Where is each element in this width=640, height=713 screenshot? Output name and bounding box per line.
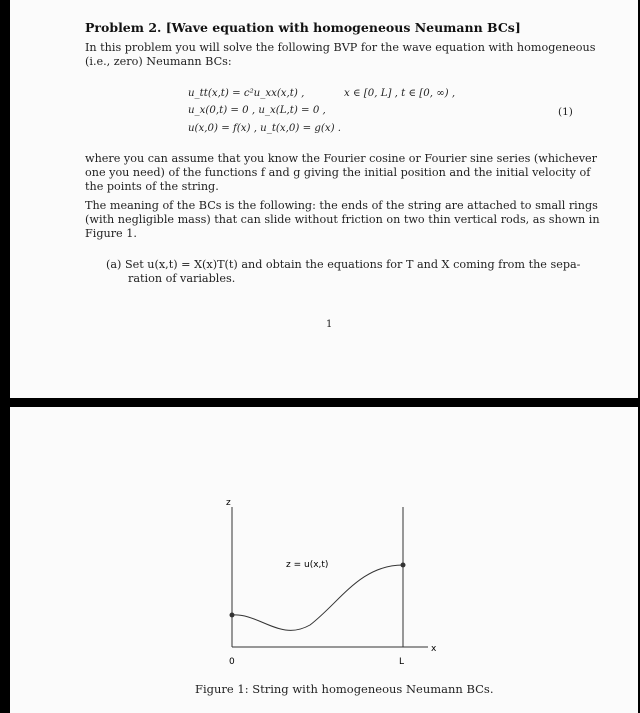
paragraph2-line-1: The meaning of the BCs is the following: the ends of the string are attached to small rings [85,199,598,212]
page-number: 1 [326,319,333,330]
problem-title: Problem 2. [Wave equation with homogeneous Neumann BCs] [85,20,521,35]
paragraph1-line-1: where you can assume that you know the Fourier cosine or Fourier sine series (whichever [85,152,597,165]
string-figure [10,407,638,713]
document-page-1 [10,0,638,398]
intro-line-1: In this problem you will solve the following BVP for the wave equation with homogeneous [85,41,596,54]
part-a-line-1: (a) Set u(x,t) = X(x)T(t) and obtain the equations for T and X coming from the sepa- [106,258,581,271]
string-curve [232,565,403,630]
curve-label: z = u(x,t) [286,560,329,570]
z-axis-label: z [226,498,231,508]
right-ring [401,563,406,568]
x-axis-label: x [431,644,437,654]
L-label: L [399,657,405,667]
equation-wave: u_tt(x,t) = c²u_xx(x,t) , [188,88,305,99]
equation-neumann-bcs: u_x(0,t) = 0 , u_x(L,t) = 0 , [188,105,326,116]
left-ring [230,613,235,618]
part-a-line-2: ration of variables. [128,272,236,285]
intro-line-2: (i.e., zero) Neumann BCs: [85,55,232,68]
paragraph1-line-3: the points of the string. [85,180,219,193]
equation-initial-conditions: u(x,0) = f(x) , u_t(x,0) = g(x) . [188,123,342,134]
figure-caption: Figure 1: String with homogeneous Neumann BCs. [195,682,494,696]
equation-domain: x ∈ [0, L] , t ∈ [0, ∞) , [344,88,456,99]
paragraph2-line-2: (with negligible mass) that can slide without friction on two thin vertical rods, as shown in [85,213,600,226]
paragraph2-line-3: Figure 1. [85,227,137,240]
document-page-2 [10,407,638,713]
equation-number: (1) [558,106,573,118]
origin-label: 0 [229,657,235,667]
paragraph1-line-2: one you need) of the functions f and g giving the initial position and the initial velocity of [85,166,591,179]
